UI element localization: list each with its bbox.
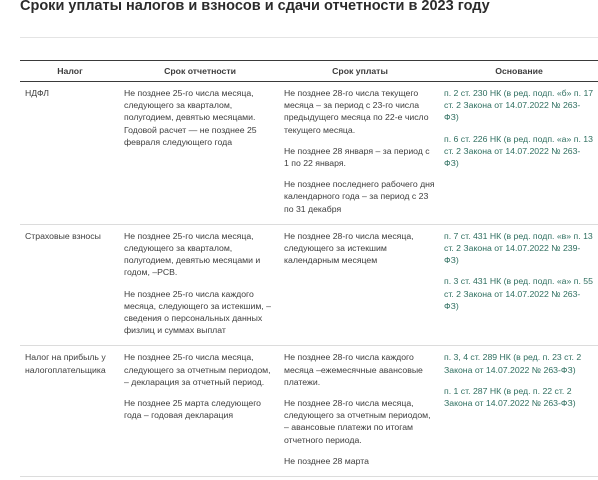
reporting-text: Не позднее 25-го числа каждого месяца, следующего за истекшим, – сведения о персональных данных физлиц и суммах выплат xyxy=(124,288,271,336)
reporting-text: Не позднее 25-го числа месяца, следующего за отчетным периодом, – декларация за отчетный период. xyxy=(124,352,271,387)
header-legal-basis: Основание xyxy=(440,61,598,82)
law-link[interactable]: п. 7 ст. 431 НК (в ред. подп. «в» п. 13 ст. 2 Закона от 14.07.2022 № 239-ФЗ) xyxy=(444,230,593,266)
payment-deadline-cell xyxy=(280,346,440,477)
reporting-deadline-cell xyxy=(120,346,280,477)
payment-text: Не позднее 28-го числа месяца, следующего за истекшим календарным месяцем xyxy=(284,230,414,266)
reporting-text: Не позднее 25 марта следующего года – годовая декларация xyxy=(124,398,262,421)
tax-name: Налог на прибыль у налогоплательщика xyxy=(20,346,120,477)
law-link[interactable]: п. 6 ст. 226 НК (в ред. подп. «а» п. 13 ст. 2 Закона от 14.07.2022 № 263-ФЗ) xyxy=(444,133,593,169)
law-link[interactable]: п. 3 ст. 431 НК (в ред. подп. «а» п. 55 ст. 2 Закона от 14.07.2022 № 263-ФЗ) xyxy=(444,276,593,311)
header-reporting-deadline: Срок отчетности xyxy=(120,61,280,82)
payment-deadline-cell xyxy=(280,82,440,225)
reporting-deadline-cell xyxy=(120,82,280,225)
law-link[interactable]: п. 1 ст. 287 НК (в ред. п. 22 ст. 2 Закона от 14.07.2022 № 263-ФЗ) xyxy=(444,385,576,409)
payment-deadline-cell xyxy=(280,224,440,346)
header-payment-deadline: Срок уплаты xyxy=(280,61,440,82)
tax-deadlines-table xyxy=(20,60,598,477)
table-row xyxy=(20,346,598,477)
table-header-row xyxy=(20,61,598,82)
payment-text: Не позднее 28-го числа каждого месяца –ежемесячные авансовые платежи. xyxy=(284,352,423,387)
title-divider xyxy=(20,37,598,38)
tax-name: Страховые взносы xyxy=(20,224,120,346)
payment-text: Не позднее 28 марта xyxy=(284,455,369,466)
page-title: Сроки уплаты налогов и взносов и сдачи отчетности в 2023 году xyxy=(20,0,490,14)
payment-text: Не позднее 28-го числа месяца, следующего за отчетным периодом, – авансовые платежи по итогам отчетного периода. xyxy=(284,398,431,445)
table-row xyxy=(20,82,598,225)
law-link[interactable]: п. 3, 4 ст. 289 НК (в ред. п. 23 ст. 2 Закона от 14.07.2022 № 263-ФЗ) xyxy=(444,352,582,375)
reporting-deadline-cell xyxy=(120,224,280,346)
legal-basis-cell xyxy=(440,82,598,225)
legal-basis-cell xyxy=(440,346,598,477)
reporting-text: Не позднее 25-го числа месяца, следующего за кварталом, полугодием, девятью месяцами. Годовой расчет — не позднее 25 февраля следующего года xyxy=(124,88,257,147)
legal-basis-cell xyxy=(440,224,598,346)
header-tax: Налог xyxy=(20,61,120,82)
tax-name: НДФЛ xyxy=(20,82,120,225)
payment-text: Не позднее 28-го числа текущего месяца – за период с 23-го числа предыдущего месяца по 22-е число текущего месяца. xyxy=(284,88,429,135)
reporting-text: Не позднее 25-го числа месяца, следующего за кварталом, полугодием, девятью месяцами и годом, –РСВ. xyxy=(124,230,261,278)
payment-text: Не позднее последнего рабочего дня календарного года – за период с 23 по 31 декабря xyxy=(284,179,435,214)
payment-text: Не позднее 28 января – за период с 1 по 22 января. xyxy=(284,145,430,169)
table-row xyxy=(20,224,598,346)
law-link[interactable]: п. 2 ст. 230 НК (в ред. подп. «б» п. 17 ст. 2 Закона от 14.07.2022 № 263-ФЗ) xyxy=(444,88,594,123)
